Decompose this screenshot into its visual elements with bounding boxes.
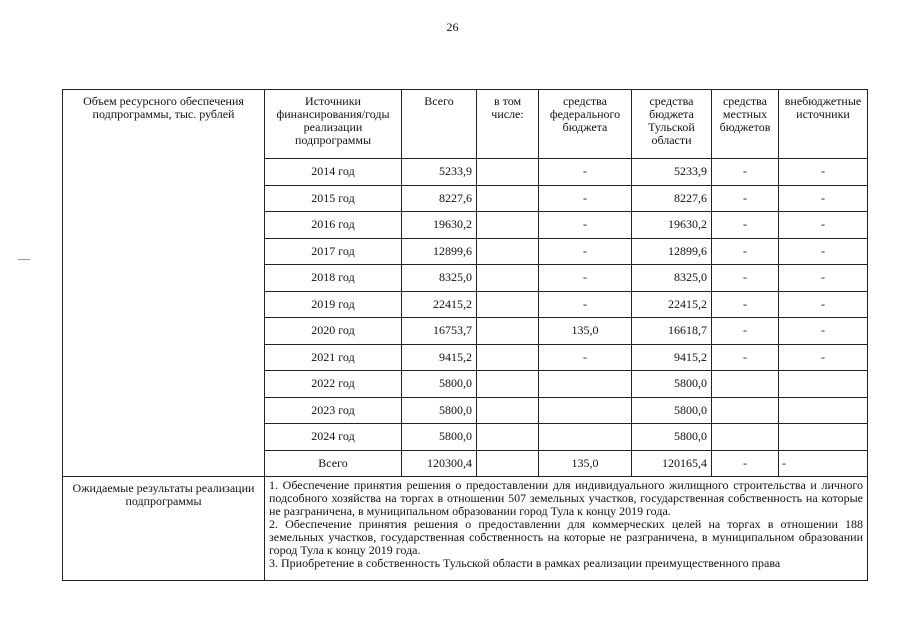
header-including: в том числе: (477, 90, 539, 159)
cell-regional: 12899,6 (632, 238, 712, 265)
cell-federal: - (539, 212, 632, 239)
cell-extra (779, 397, 868, 424)
result-item-1: 1. Обеспечение принятия решения о предоставлении для индивидуального жилищного строительства и личного подсобного хозяйства на торгах в отношении 507 земельных участков, государственная собственность на которые не разграничена, в муниципальном образовании город Тула к концу 2019 года. (269, 478, 863, 518)
cell-local (712, 371, 779, 398)
cell-federal: - (539, 344, 632, 371)
header-sources: Источники финансирования/годы реализации подпрограммы (265, 90, 402, 159)
total-value: 120300,4 (402, 450, 477, 477)
cell-extra: - (779, 265, 868, 292)
cell-year: 2015 год (265, 185, 402, 212)
cell-including (477, 371, 539, 398)
cell-regional: 22415,2 (632, 291, 712, 318)
cell-federal: 135,0 (539, 318, 632, 345)
cell-including (477, 212, 539, 239)
cell-extra: - (779, 238, 868, 265)
cell-extra: - (779, 318, 868, 345)
cell-including (477, 424, 539, 451)
header-row (63, 90, 868, 159)
cell-extra (779, 424, 868, 451)
cell-including (477, 238, 539, 265)
result-item-3: 3. Приобретение в собственность Тульской области в рамках реализации преимущественного права (269, 556, 781, 570)
cell-regional: 9415,2 (632, 344, 712, 371)
cell-total: 16753,7 (402, 318, 477, 345)
cell-local: - (712, 344, 779, 371)
total-federal: 135,0 (539, 450, 632, 477)
cell-regional: 5800,0 (632, 424, 712, 451)
cell-regional: 5233,9 (632, 159, 712, 186)
cell-total: 5800,0 (402, 371, 477, 398)
cell-year: 2023 год (265, 397, 402, 424)
cell-total: 5233,9 (402, 159, 477, 186)
cell-total: 9415,2 (402, 344, 477, 371)
cell-extra: - (779, 185, 868, 212)
results-text (265, 477, 868, 581)
page-number: 26 (446, 20, 459, 34)
cell-local: - (712, 185, 779, 212)
cell-including (477, 397, 539, 424)
cell-federal: - (539, 159, 632, 186)
cell-extra: - (779, 212, 868, 239)
cell-regional: 5800,0 (632, 397, 712, 424)
cell-including (477, 344, 539, 371)
subprogram-passport-table (62, 89, 868, 581)
cell-including (477, 291, 539, 318)
cell-federal: - (539, 265, 632, 292)
cell-including (477, 265, 539, 292)
cell-total: 5800,0 (402, 397, 477, 424)
cell-including (477, 159, 539, 186)
cell-total: 12899,6 (402, 238, 477, 265)
cell-including (477, 185, 539, 212)
cell-federal (539, 424, 632, 451)
cell-local: - (712, 265, 779, 292)
cell-local (712, 424, 779, 451)
cell-total: 8325,0 (402, 265, 477, 292)
cell-local: - (712, 318, 779, 345)
total-label: Всего (265, 450, 402, 477)
cell-federal: - (539, 185, 632, 212)
header-regional: средства бюджета Тульской области (632, 90, 712, 159)
cell-year: 2019 год (265, 291, 402, 318)
cell-year: 2020 год (265, 318, 402, 345)
cell-federal (539, 371, 632, 398)
total-including (477, 450, 539, 477)
cell-year: 2017 год (265, 238, 402, 265)
cell-local (712, 397, 779, 424)
cell-year: 2021 год (265, 344, 402, 371)
cell-federal: - (539, 238, 632, 265)
cell-total: 5800,0 (402, 424, 477, 451)
cell-year: 2022 год (265, 371, 402, 398)
cell-regional: 5800,0 (632, 371, 712, 398)
cell-local: - (712, 238, 779, 265)
header-local: средства местных бюджетов (712, 90, 779, 159)
cell-year: 2024 год (265, 424, 402, 451)
header-extra: внебюджетные источники (779, 90, 868, 159)
result-item-2: 2. Обеспечение принятия решения о предоставлении для коммерческих целей на торгах в отношении 188 земельных участков, государственная собственность на которые не разграничена, в муниципальном образовании город Тула к концу 2019 года. (269, 517, 863, 557)
cell-extra: - (779, 159, 868, 186)
cell-extra: - (779, 291, 868, 318)
cell-federal (539, 397, 632, 424)
cell-local: - (712, 159, 779, 186)
cell-total: 8227,6 (402, 185, 477, 212)
cell-regional: 19630,2 (632, 212, 712, 239)
cell-total: 19630,2 (402, 212, 477, 239)
cell-year: 2014 год (265, 159, 402, 186)
cell-year: 2018 год (265, 265, 402, 292)
total-regional: 120165,4 (632, 450, 712, 477)
total-extra: - (779, 450, 868, 477)
cell-extra (779, 371, 868, 398)
results-row (63, 477, 868, 581)
cell-federal: - (539, 291, 632, 318)
cell-regional: 16618,7 (632, 318, 712, 345)
cell-local: - (712, 291, 779, 318)
resources-label: Объем ресурсного обеспечения подпрограммы, тыс. рублей (63, 90, 265, 477)
cell-local: - (712, 212, 779, 239)
header-total: Всего (402, 90, 477, 159)
margin-mark (18, 259, 30, 260)
cell-including (477, 318, 539, 345)
total-local: - (712, 450, 779, 477)
cell-regional: 8227,6 (632, 185, 712, 212)
header-federal: средства федерального бюджета (539, 90, 632, 159)
cell-year: 2016 год (265, 212, 402, 239)
cell-total: 22415,2 (402, 291, 477, 318)
results-label: Ожидаемые результаты реализации подпрограммы (63, 477, 265, 581)
cell-extra: - (779, 344, 868, 371)
cell-regional: 8325,0 (632, 265, 712, 292)
